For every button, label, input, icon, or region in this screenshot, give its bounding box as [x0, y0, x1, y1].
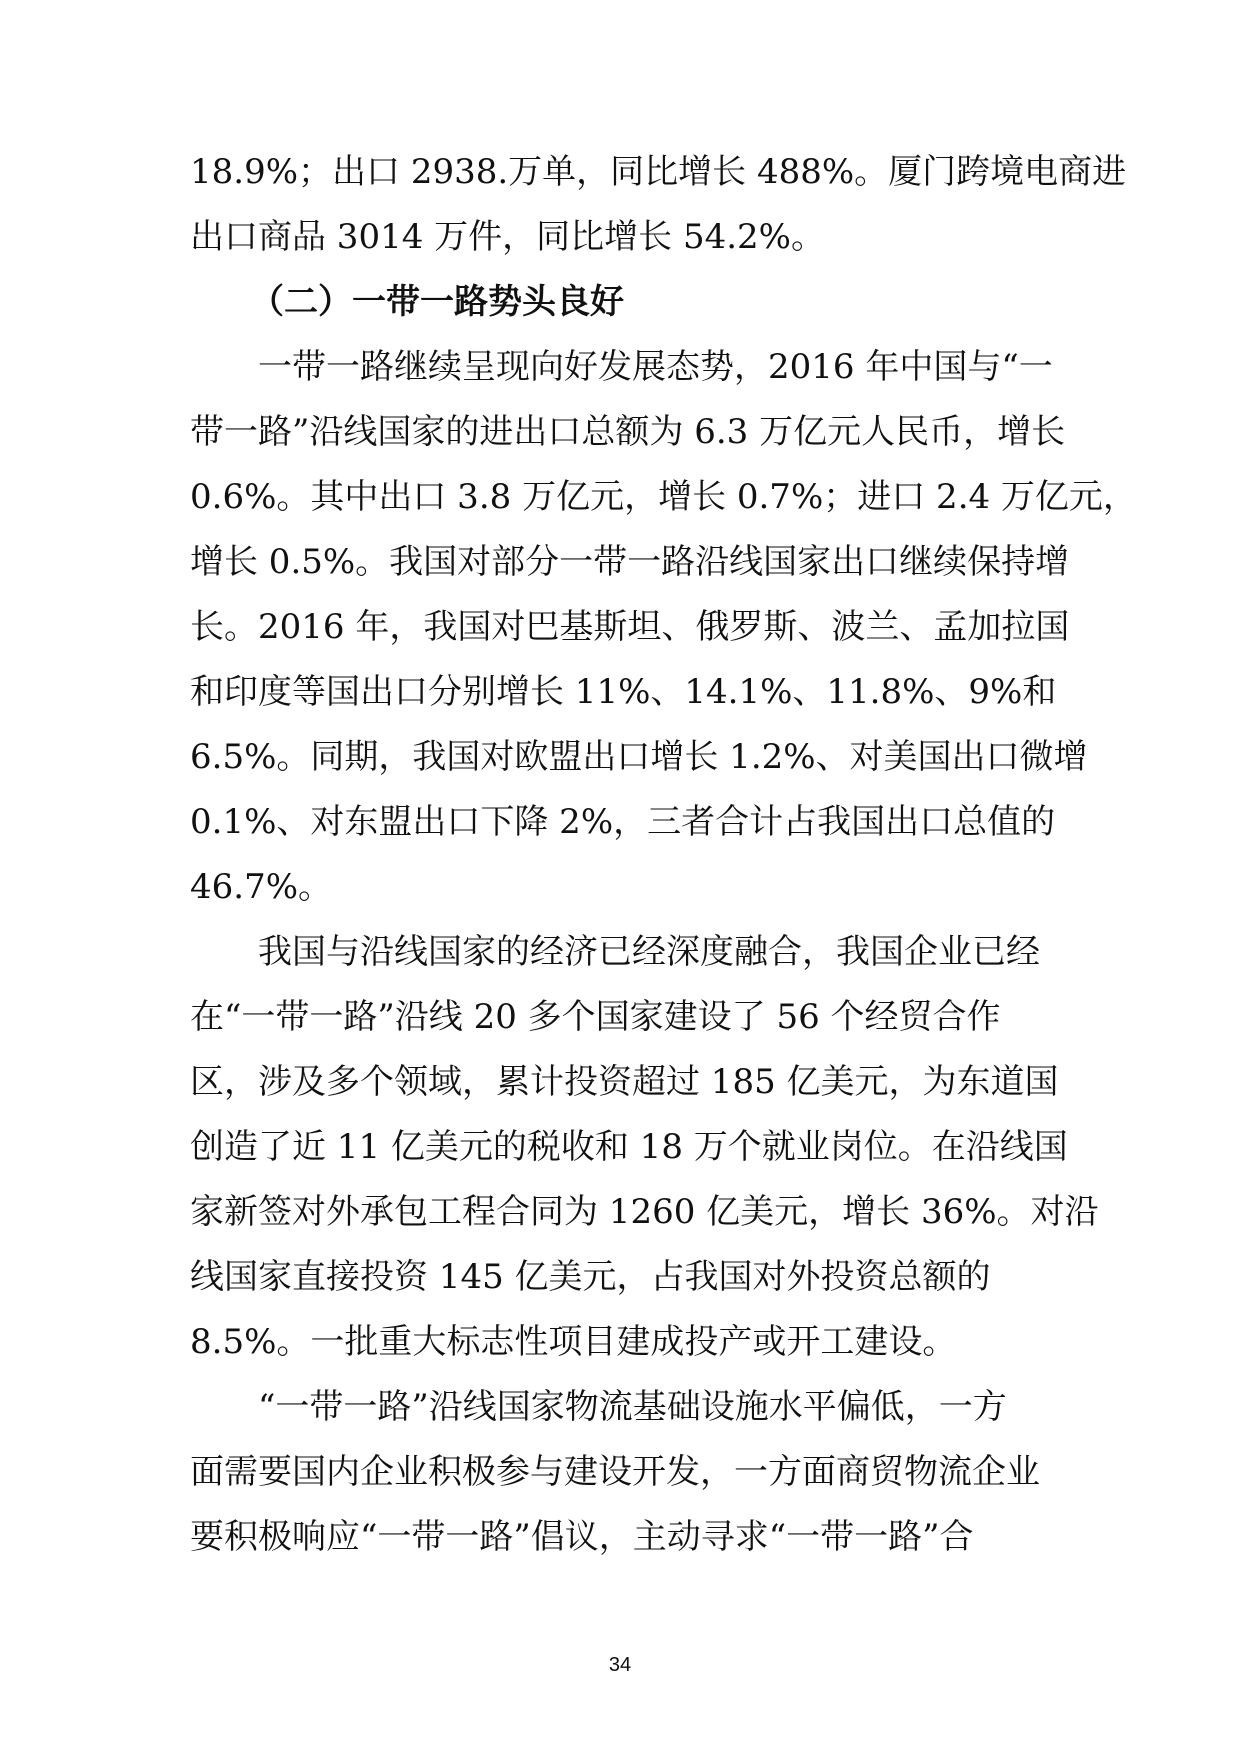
text-line: 线国家直接投资 145 亿美元，占我国对外投资总额的 [190, 1257, 991, 1297]
text-line: 在“一带一路”沿线 20 多个国家建设了 56 个经贸合作 [190, 997, 1001, 1037]
text-line: 0.1%、对东盟出口下降 2%，三者合计占我国出口总值的 [190, 802, 1056, 842]
text-line: 出口商品 3014 万件，同比增长 54.2%。 [190, 217, 825, 257]
page-number: 34 [608, 1654, 632, 1676]
text-line: 带一路”沿线国家的进出口总额为 6.3 万亿元人民币，增长 [190, 412, 1066, 452]
heading-text: （二）一带一路势头良好 [250, 282, 624, 322]
text-line: 家新签对外承包工程合同为 1260 亿美元，增长 36%。对沿 [190, 1192, 1099, 1232]
text-line: 0.6%。其中出口 3.8 万亿元，增长 0.7%；进口 2.4 万亿元， [190, 477, 1137, 517]
text-line: 46.7%。 [190, 867, 333, 907]
text-line: 和印度等国出口分别增长 11%、14.1%、11.8%、9%和 [190, 672, 1057, 712]
text-line: 创造了近 11 亿美元的税收和 18 万个就业岗位。在沿线国 [190, 1127, 1068, 1167]
text-line: 6.5%。同期，我国对欧盟出口增长 1.2%、对美国出口微增 [190, 737, 1088, 777]
section-heading [190, 270, 1050, 335]
text-line: 长。2016 年，我国对巴基斯坦、俄罗斯、波兰、孟加拉国 [190, 607, 1070, 647]
text-line: 要积极响应“一带一路”倡议，主动寻求“一带一路”合 [190, 1517, 974, 1557]
text-line: 8.5%。一批重大标志性项目建成投产或开工建设。 [190, 1322, 957, 1362]
text-line: 一带一路继续呈现向好发展态势，2016 年中国与“一 [258, 347, 1053, 387]
paragraph-economic-integration [190, 920, 1099, 1375]
body-text [190, 140, 1137, 1570]
text-line: 我国与沿线国家的经济已经深度融合，我国企业已经 [258, 932, 1040, 972]
text-line: “一带一路”沿线国家物流基础设施水平偏低，一方 [258, 1387, 1007, 1427]
text-line: 18.9%；出口 2938.万单，同比增长 488%。厦门跨境电商进 [190, 152, 1127, 192]
paragraph-continuation [190, 140, 1127, 270]
text-line: 区，涉及多个领域，累计投资超过 185 亿美元，为东道国 [190, 1062, 1059, 1102]
text-line: 增长 0.5%。我国对部分一带一路沿线国家出口继续保持增 [190, 542, 1070, 582]
paragraph-logistics [190, 1375, 1050, 1570]
paragraph-trade-overview [190, 335, 1137, 920]
text-line: 面需要国内企业积极参与建设开发，一方面商贸物流企业 [190, 1452, 1040, 1492]
